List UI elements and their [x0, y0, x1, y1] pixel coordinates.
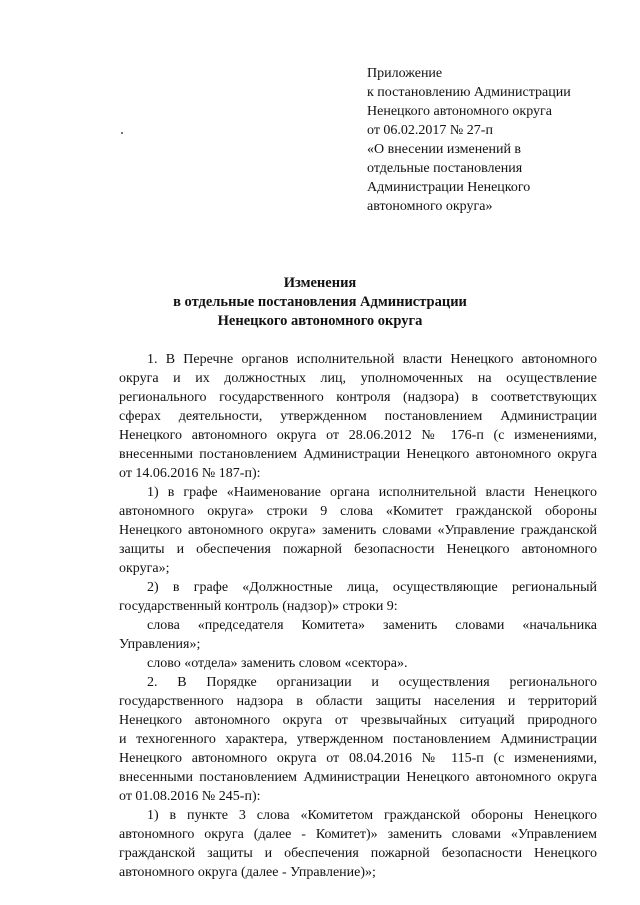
- body-line: 2. В Порядке организации и осуществления регионального: [147, 675, 597, 690]
- body-line: сферах деятельности, утвержденном постановлением Администрации: [119, 409, 597, 424]
- body-line: защиты и обеспечения пожарной безопасности Ненецкого автономного: [119, 542, 597, 557]
- attachment-line: Администрации Ненецкого: [367, 180, 531, 195]
- body-line: Ненецкого автономного округа» заменить словами «Управление гражданской: [119, 523, 597, 538]
- body-line: Ненецкого автономного округа от 08.04.2016 № 115-п (с изменениями,: [119, 751, 597, 766]
- attachment-line: к постановлению Администрации: [367, 85, 571, 100]
- body-line: государственный контроль (надзор)» строки 9:: [119, 599, 398, 614]
- body-line: регионального государственного контроля (надзора) в соответствующих: [119, 390, 597, 405]
- scan-speck: [121, 132, 123, 134]
- body-line: и техногенного характера, утвержденном постановлением Администрации: [119, 732, 597, 747]
- body-line: Ненецкого автономного округа от чрезвычайных ситуаций природного: [119, 713, 597, 728]
- attachment-line: Приложение: [367, 66, 443, 81]
- body-line: 1. В Перечне органов исполнительной власти Ненецкого автономного: [147, 352, 597, 367]
- body-line: Ненецкого автономного округа от 28.06.2012 № 176-п (с изменениями,: [119, 428, 597, 443]
- body-line: 1) в графе «Наименование органа исполнительной власти Ненецкого: [147, 485, 597, 500]
- body-line: внесенными постановлением Администрации Ненецкого автономного округа: [119, 447, 597, 462]
- body-line: округа»;: [119, 561, 170, 576]
- attachment-line: Ненецкого автономного округа: [367, 104, 552, 119]
- document-body: [119, 350, 597, 882]
- body-line: Управления»;: [119, 637, 201, 652]
- body-line: слова «председателя Комитета» заменить словами «начальника: [147, 618, 597, 633]
- title-line: в отдельные постановления Администрации: [173, 294, 467, 310]
- document-title: [0, 274, 640, 331]
- body-line: внесенными постановлением Администрации Ненецкого автономного округа: [119, 770, 597, 785]
- attachment-line: от 06.02.2017 № 27-п: [367, 123, 493, 138]
- attachment-line: «О внесении изменений в: [367, 142, 522, 157]
- body-line: слово «отдела» заменить словом «сектора».: [147, 656, 408, 671]
- body-line: автономного округа (далее - Комитет)» заменить словами «Управлением: [119, 827, 597, 842]
- body-line: округа и их должностных лиц, уполномоченных на осуществление: [119, 371, 597, 386]
- attachment-line: автономного округа»: [367, 199, 493, 214]
- attachment-header: [367, 64, 617, 216]
- body-line: государственного надзора в области защиты населения и территорий: [119, 694, 597, 709]
- body-line: 2) в графе «Должностные лица, осуществляющие региональный: [147, 580, 597, 595]
- body-line: гражданской защиты и обеспечения пожарной безопасности Ненецкого: [119, 846, 597, 861]
- body-line: автономного округа (далее - Управление)»;: [119, 865, 376, 880]
- body-line: от 14.06.2016 № 187-п):: [119, 466, 261, 481]
- title-line: Ненецкого автономного округа: [217, 313, 423, 329]
- body-line: 1) в пункте 3 слова «Комитетом гражданской обороны Ненецкого: [147, 808, 597, 823]
- body-line: автономного округа» строки 9 слова «Комитет гражданской обороны: [119, 504, 597, 519]
- title-line: Изменения: [283, 275, 357, 291]
- body-line: от 01.08.2016 № 245-п):: [119, 789, 261, 804]
- attachment-line: отдельные постановления: [367, 161, 523, 176]
